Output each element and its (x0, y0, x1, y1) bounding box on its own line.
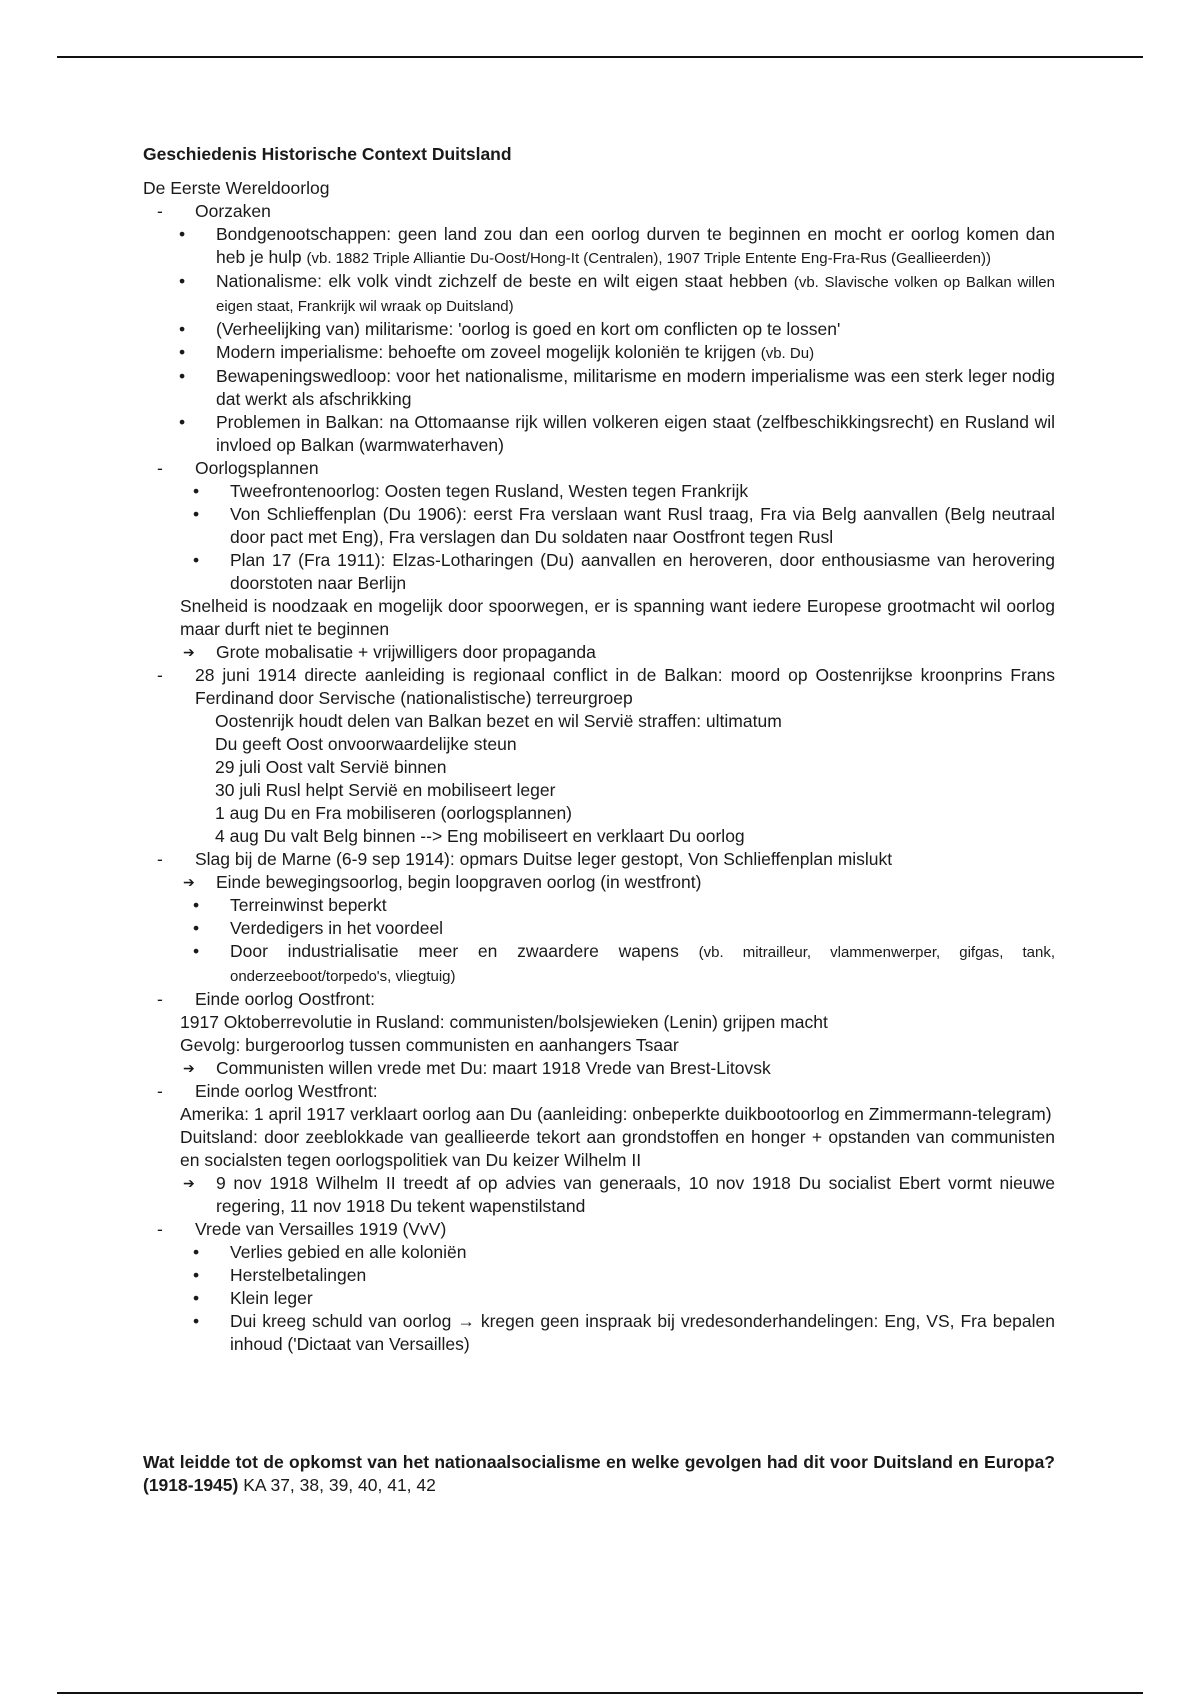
timeline-line: Du geeft Oost onvoorwaardelijke steun (215, 734, 517, 754)
oorzaken-heading: - Oorzaken (143, 200, 1055, 223)
westfront-heading: - Einde oorlog Westfront: (143, 1080, 1055, 1103)
document-title: Geschiedenis Historische Context Duitsland (143, 144, 512, 164)
timeline-line: 4 aug Du valt Belg binnen --> Eng mobiliseert en verklaart Du oorlog (215, 826, 745, 846)
timeline-line: 29 juli Oost valt Servië binnen (215, 757, 447, 777)
arrow-item: ➔ Einde bewegingsoorlog, begin loopgraven oorlog (in westfront) (143, 871, 1055, 894)
oostfront-heading: - Einde oorlog Oostfront: (143, 988, 1055, 1011)
timeline-line: 1 aug Du en Fra mobiliseren (oorlogsplannen) (215, 803, 573, 823)
list-item: • Nationalisme: elk volk vindt zichzelf de beste en wilt eigen staat hebben (vb. Slavische volken op Balkan willen eigen staat, Frankrijk wil wraak op Duitsland) (143, 270, 1055, 318)
research-question: Wat leidde tot de opkomst van het nationaalsocialisme en welke gevolgen had dit voor Duitsland en Europa? (1918-1945) KA 37, 38, 39, 40, 41, 42 (143, 1452, 1055, 1495)
versailles-heading: - Vrede van Versailles 1919 (VvV) (143, 1218, 1055, 1241)
paragraph: Snelheid is noodzaak en mogelijk door spoorwegen, er is spanning want iedere Europese grootmacht wil oorlog maar durft niet te beginnen (180, 596, 1055, 639)
arrow-item: ➔ Communisten willen vrede met Du: maart 1918 Vrede van Brest-Litovsk (143, 1057, 1055, 1080)
document-body (143, 143, 1055, 1497)
timeline-line: Oostenrijk houdt delen van Balkan bezet en wil Servië straffen: ultimatum (215, 711, 782, 731)
header-rule (57, 56, 1143, 58)
list-item: • Klein leger (143, 1287, 1055, 1310)
list-item: • Modern imperialisme: behoefte om zoveel mogelijk koloniën te krijgen (vb. Du) (143, 341, 1055, 365)
arrow-item: ➔ Grote mobalisatie + vrijwilligers door propaganda (143, 641, 1055, 664)
list-item: • Von Schlieffenplan (Du 1906): eerst Fra verslaan want Rusl traag, Fra via Belg aanvallen (Belg neutraal door pact met Eng), Fra verslagen dan Du soldaten naar Oostfront tegen Rusl (143, 503, 1055, 549)
list-item: • Tweefrontenoorlog: Oosten tegen Rusland, Westen tegen Frankrijk (143, 480, 1055, 503)
list-item: • Bewapeningswedloop: voor het nationalisme, militarisme en modern imperialisme was een sterk leger nodig dat werkt als afschrikking (143, 365, 1055, 411)
list-item: • Door industrialisatie meer en zwaardere wapens (vb. mitrailleur, vlammenwerper, gifgas, tank, onderzeeboot/torpedo's, vliegtuig) (143, 940, 1055, 988)
list-item: • (Verheelijking van) militarisme: 'oorlog is goed en kort om conflicten op te lossen' (143, 318, 1055, 341)
section-heading: De Eerste Wereldoorlog (143, 178, 330, 198)
arrow-item: ➔ 9 nov 1918 Wilhelm II treedt af op advies van generaals, 10 nov 1918 Du socialist Ebert vormt nieuwe regering, 11 nov 1918 Du tekent wapenstilstand (143, 1172, 1055, 1218)
list-item: • Dui kreeg schuld van oorlog → kregen geen inspraak bij vredesonderhandelingen: Eng, VS, Fra bepalen inhoud ('Dictaat van Versailles) (143, 1310, 1055, 1356)
paragraph: Duitsland: door zeeblokkade van geallieerde tekort aan grondstoffen en honger + opstanden van communisten en socialsten tegen oorlogspolitiek van Du keizer Wilhelm II (180, 1127, 1055, 1170)
list-item: • Herstelbetalingen (143, 1264, 1055, 1287)
list-item: • Bondgenootschappen: geen land zou dan een oorlog durven te beginnen en mocht er oorlog komen dan heb je hulp (vb. 1882 Triple Alliantie Du-Oost/Hong-It (Centralen), 1907 Triple Entente Eng-Fra-Rus (Geallieerden)) (143, 223, 1055, 270)
footer-rule (57, 1692, 1143, 1694)
oorlogsplannen-heading: - Oorlogsplannen (143, 457, 1055, 480)
marne-heading: - Slag bij de Marne (6-9 sep 1914): opmars Duitse leger gestopt, Von Schlieffenplan mislukt (143, 848, 1055, 871)
list-item: • Verdedigers in het voordeel (143, 917, 1055, 940)
aanleiding-heading: - 28 juni 1914 directe aanleiding is regionaal conflict in de Balkan: moord op Oostenrijkse kroonprins Frans Ferdinand door Servische (nationalistische) terreurgroep (143, 664, 1055, 710)
list-item: • Verlies gebied en alle koloniën (143, 1241, 1055, 1264)
list-item: • Terreinwinst beperkt (143, 894, 1055, 917)
timeline-line: 30 juli Rusl helpt Servië en mobiliseert leger (215, 780, 556, 800)
list-item: • Problemen in Balkan: na Ottomaanse rijk willen volkeren eigen staat (zelfbeschikkingsrecht) en Rusland wil invloed op Balkan (warmwaterhaven) (143, 411, 1055, 457)
list-item: • Plan 17 (Fra 1911): Elzas-Lotharingen (Du) aanvallen en heroveren, door enthousiasme van herovering doorstoten naar Berlijn (143, 549, 1055, 595)
paragraph: Gevolg: burgeroorlog tussen communisten en aanhangers Tsaar (180, 1035, 679, 1055)
paragraph: 1917 Oktoberrevolutie in Rusland: communisten/bolsjewieken (Lenin) grijpen macht (180, 1012, 828, 1032)
paragraph: Amerika: 1 april 1917 verklaart oorlog aan Du (aanleiding: onbeperkte duikbootoorlog en Zimmermann-telegram) (180, 1104, 1052, 1124)
